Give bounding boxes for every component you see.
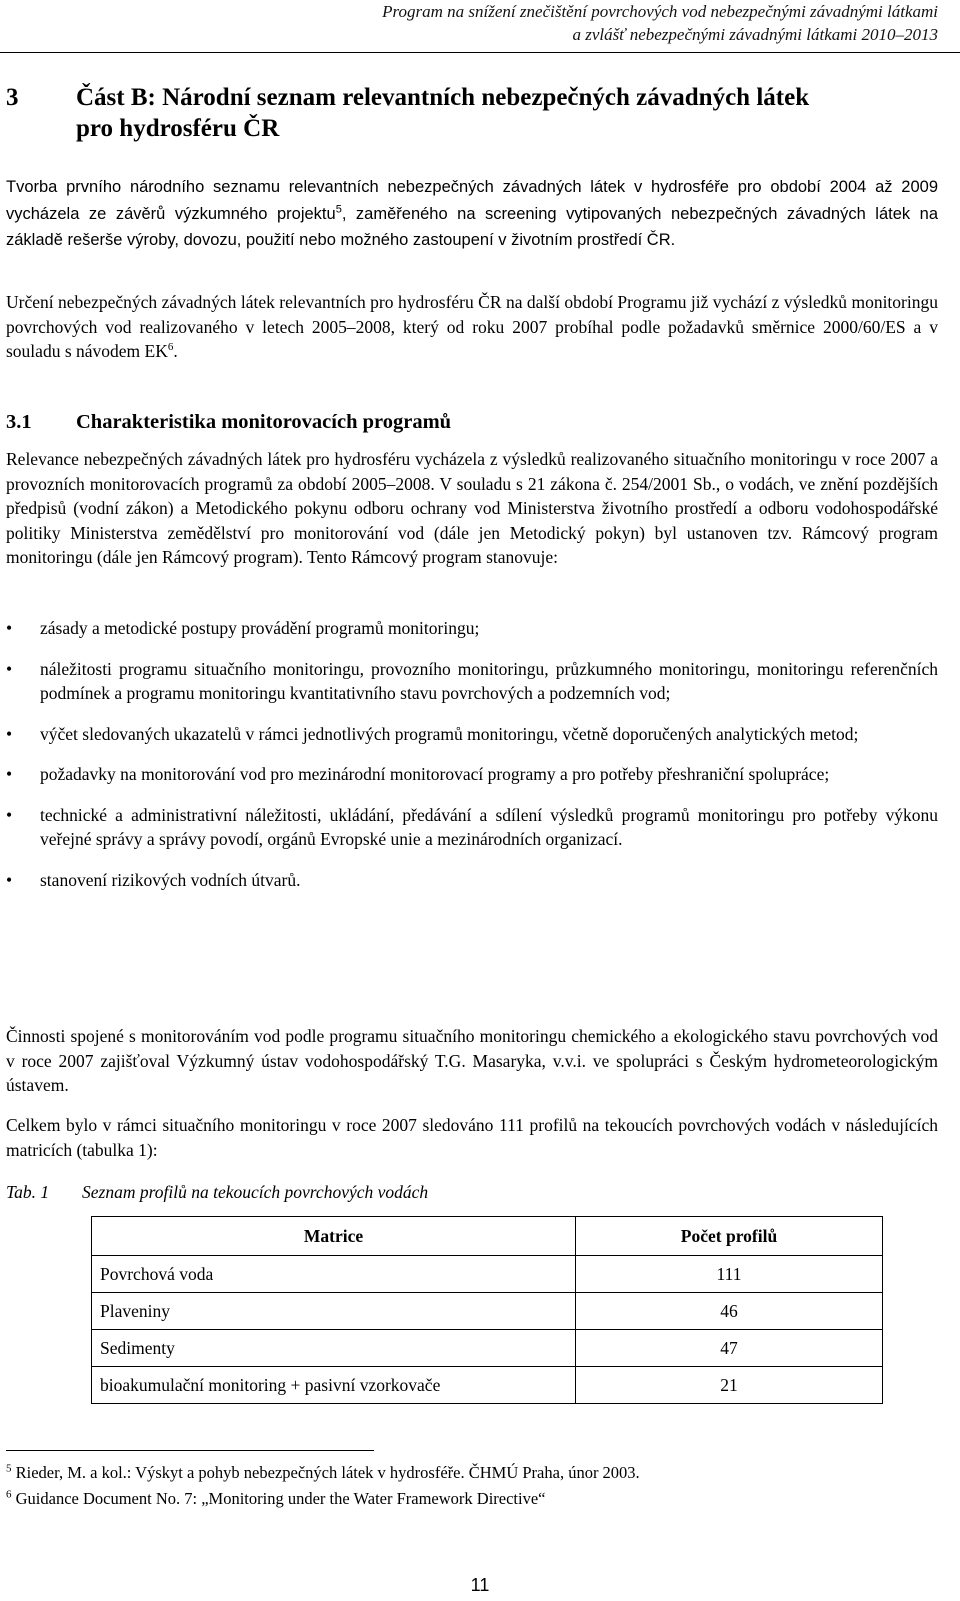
- section-number: 3.1: [6, 411, 32, 433]
- footnote-rule: [6, 1450, 374, 1451]
- list-item-text: stanovení rizikových vodních útvarů.: [40, 869, 301, 890]
- paragraph-section-intro: Relevance nebezpečných závadných látek pro hydrosféru vycházela z výsledků realizovaného situačního monitoringu v roce 2007 a provozních monitorovacích programů za období 2005–2008. V souladu s 21 zákona č. 254/2001 Sb., o vodách, ve znění pozdějších předpisů (vodní zákon) a Metodického pokynu odboru ochrany vod Ministerstva životního prostředí a odboru vodohospodářské politiky Ministerstva zemědělství pro monitorování vod (dále jen Metodický pokyn) byl ustanoven tzv. Rámcový program monitoringu (dále jen Rámcový program). Tento Rámcový program stanovuje:: [6, 449, 938, 567]
- profiles-table: [91, 1216, 883, 1404]
- list-item-text: požadavky na monitorování vod pro mezinárodní monitorovací programy a pro potřeby přeshraniční spolupráce;: [40, 764, 830, 784]
- paragraph-text: .: [173, 341, 178, 361]
- footnote-ref-5[interactable]: 5: [335, 203, 342, 215]
- table-caption-label: Tab. 1: [6, 1182, 50, 1202]
- chapter-title-line1: Část B: Národní seznam relevantních nebezpečných závadných látek: [76, 84, 810, 111]
- running-header-line2: a zvlášť nebezpečnými závadnými látkami 2010–2013: [572, 25, 938, 44]
- list-item: [6, 616, 938, 641]
- bullet-icon: •: [6, 618, 13, 638]
- cell-count: 21: [576, 1367, 883, 1404]
- list-item: [6, 803, 938, 852]
- bullet-icon: •: [6, 658, 13, 679]
- list-item: [6, 722, 938, 747]
- footnote-5: [6, 1462, 938, 1484]
- chapter-title: [76, 82, 946, 144]
- footnote-ref-6[interactable]: 6: [167, 341, 174, 354]
- cell-matrix: Plaveniny: [92, 1293, 576, 1330]
- list-item-text: výčet sledovaných ukazatelů v rámci jednotlivých programů monitoringu, včetně doporučených analytických metod;: [40, 723, 859, 744]
- footnote-6: [6, 1488, 938, 1510]
- header-rule: [0, 52, 960, 53]
- list-item: [6, 657, 938, 706]
- running-header: [382, 0, 938, 46]
- bullet-icon: •: [6, 723, 13, 744]
- list-item-text: zásady a metodické postupy provádění programů monitoringu;: [40, 618, 480, 638]
- page-number: 11: [470, 1575, 490, 1595]
- paragraph-text: Tvorba prvního národního seznamu relevantních nebezpečných závadných látek v hydrosféře pro období 2004 až 2009 vycházela ze závěrů výzkumného projektu: [6, 178, 938, 223]
- table-row: [92, 1293, 883, 1330]
- paragraph-text: Určení nebezpečných závadných látek relevantních pro hydrosféru ČR na další období Programu již vychází z výsledků monitoringu povrchových vod realizovaného v letech 2005–2008, který od roku 2007 probíhal podle požadavků směrnice 2000/60/ES a v souladu s návodem EK: [6, 292, 938, 361]
- paragraph-profiles-total: Celkem bylo v rámci situačního monitoringu v roce 2007 sledováno 111 profilů na tekoucích povrchových vodách v následujících matricích (tabulka 1):: [6, 1115, 938, 1160]
- table-header-row: [92, 1217, 883, 1256]
- footnote-number: 5: [6, 1462, 12, 1475]
- footnote-text: Rieder, M. a kol.: Výskyt a pohyb nebezpečných látek v hydrosféře. ČHMÚ Praha, únor 2003.: [15, 1463, 640, 1482]
- list-item: [6, 762, 938, 787]
- table-row: [92, 1330, 883, 1367]
- cell-matrix: Sedimenty: [92, 1330, 576, 1367]
- table-row: [92, 1367, 883, 1404]
- list-item-text: náležitosti programu situačního monitoringu, provozního monitoringu, průzkumného monitoringu, monitoringu referenčních podmínek a programu monitoringu kvantitativního stavu povrchových a podzemních vod;: [40, 658, 938, 703]
- list-item-text: technické a administrativní náležitosti, ukládání, předávání a sdílení výsledků programů monitoringu pro potřeby výkonu veřejné správy a správy povodí, orgánů Evropské unie a mezinárodních organizací.: [40, 804, 938, 849]
- list-item: [6, 868, 938, 893]
- running-header-line1: Program na snížení znečištění povrchových vod nebezpečnými závadnými látkami: [382, 2, 938, 21]
- column-header-matrix: Matrice: [92, 1217, 576, 1256]
- table-row: [92, 1256, 883, 1293]
- chapter-title-line2: pro hydrosféru ČR: [76, 115, 280, 142]
- cell-count: 47: [576, 1330, 883, 1367]
- table-caption-text: Seznam profilů na tekoucích povrchových vodách: [82, 1182, 429, 1202]
- column-header-count: Počet profilů: [576, 1217, 883, 1256]
- cell-matrix: bioakumulační monitoring + pasivní vzorkovače: [92, 1367, 576, 1404]
- section-heading: [6, 408, 938, 436]
- footnote-number: 6: [6, 1488, 12, 1501]
- section-title: Charakteristika monitorovacích programů: [76, 411, 452, 433]
- cell-matrix: Povrchová voda: [92, 1256, 576, 1293]
- monitoring-program-list: [6, 616, 938, 908]
- paragraph-first-list: [6, 174, 938, 254]
- paragraph-activities: Činnosti spojené s monitorováním vod podle programu situačního monitoringu chemického a ekologického stavu povrchových vod v roce 2007 zajišťoval Výzkumný ústav vodohospodářský T.G. Masaryka, v.v.i. ve spolupráci s Českým hydrometeorologickým ústavem.: [6, 1026, 938, 1095]
- cell-count: 46: [576, 1293, 883, 1330]
- paragraph-determination: [6, 290, 938, 364]
- paragraph-text: , zaměřeného na screening vytipovaných nebezpečných závadných látek na základě rešerše výroby, dovozu, použití nebo možného zastoupení v životním prostředí ČR.: [6, 204, 938, 249]
- table-caption: [6, 1180, 428, 1204]
- cell-count: 111: [576, 1256, 883, 1293]
- bullet-icon: •: [6, 804, 13, 825]
- bullet-icon: •: [6, 869, 13, 890]
- chapter-number: 3: [6, 84, 19, 111]
- bullet-icon: •: [6, 764, 13, 784]
- chapter-heading: [6, 82, 946, 144]
- footnote-text: Guidance Document No. 7: „Monitoring under the Water Framework Directive“: [15, 1489, 546, 1508]
